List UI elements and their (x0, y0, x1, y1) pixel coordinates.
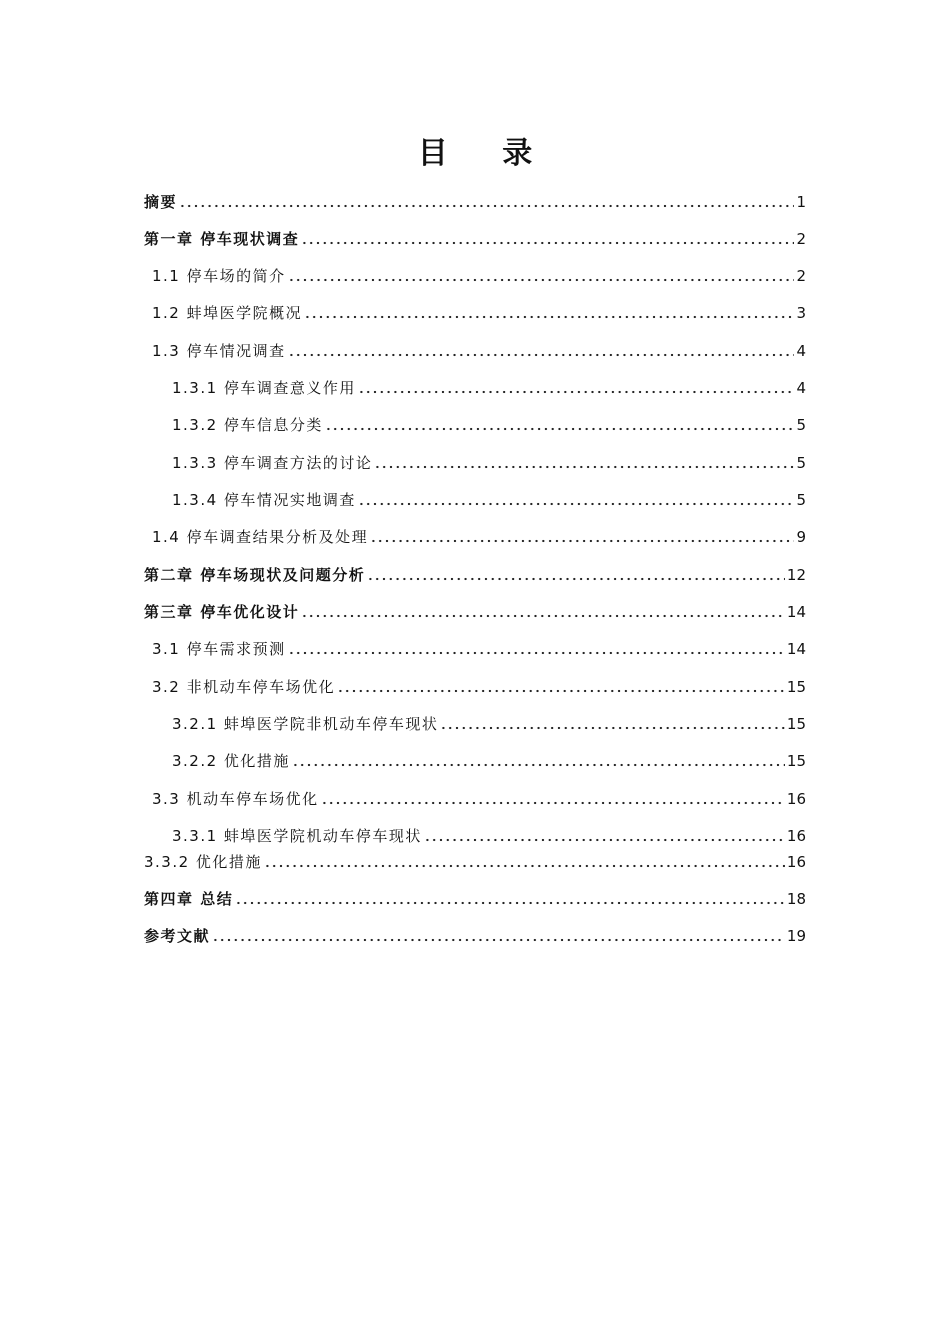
toc-entry[interactable] (144, 335, 806, 361)
toc-entry[interactable] (144, 633, 806, 659)
toc-entry-title: 摘要 (144, 193, 178, 211)
toc-entry-page-number: 2 (796, 230, 806, 248)
toc-entry[interactable] (144, 447, 806, 473)
toc-entry-title: 1.3.2 停车信息分类 (172, 416, 323, 434)
toc-entry-title: 3.3.2 优化措施 (144, 853, 262, 871)
toc-entry-page-number: 5 (796, 454, 806, 472)
toc-entry[interactable] (144, 745, 806, 771)
toc-entry-title: 第三章 停车优化设计 (144, 603, 300, 621)
toc-entry-page-number: 15 (786, 678, 806, 696)
dot-leader (288, 651, 785, 655)
toc-entry-title: 1.3.1 停车调查意义作用 (172, 379, 356, 397)
toc-entry-title: 1.2 蚌埠医学院概况 (152, 304, 303, 322)
toc-entry[interactable] (144, 186, 806, 212)
toc-entry-title: 1.3.4 停车情况实地调查 (172, 491, 356, 509)
toc-entry-page-number: 18 (786, 890, 806, 908)
toc-entry[interactable] (144, 883, 806, 909)
toc-entry[interactable] (144, 820, 806, 846)
dot-leader (212, 938, 785, 942)
dot-leader (235, 901, 785, 905)
toc-entry-page-number: 12 (786, 566, 806, 584)
toc-entry-title: 3.3 机动车停车场优化 (152, 790, 319, 808)
toc-entry[interactable] (144, 409, 806, 435)
toc-entry-title: 3.2 非机动车停车场优化 (152, 678, 336, 696)
dot-leader (440, 726, 784, 730)
toc-entry-page-number: 19 (786, 927, 806, 945)
toc-entry[interactable] (144, 559, 806, 585)
toc-entry-page-number: 3 (796, 304, 806, 322)
toc-entry-title: 第二章 停车场现状及问题分析 (144, 566, 366, 584)
toc-entry-page-number: 2 (796, 267, 806, 285)
dot-leader (301, 614, 785, 618)
toc-entry-page-number: 15 (786, 715, 806, 733)
dot-leader (288, 353, 795, 357)
toc-entry-page-number: 15 (786, 752, 806, 770)
toc-entry[interactable] (144, 920, 806, 946)
toc-entry-page-number: 14 (786, 640, 806, 658)
dot-leader (321, 801, 785, 805)
toc-entry-page-number: 5 (796, 416, 806, 434)
toc-entry-page-number: 4 (796, 342, 806, 360)
toc-entry-title: 3.3.1 蚌埠医学院机动车停车现状 (172, 827, 422, 845)
toc-entry[interactable] (144, 708, 806, 734)
toc-entry-title: 第一章 停车现状调查 (144, 230, 300, 248)
toc-entry-page-number: 4 (796, 379, 806, 397)
dot-leader (424, 838, 785, 842)
dot-leader (367, 577, 785, 581)
dot-leader (179, 204, 794, 208)
dot-leader (292, 763, 785, 767)
dot-leader (301, 241, 794, 245)
toc-entry-page-number: 16 (786, 790, 806, 808)
toc-entry-page-number: 14 (786, 603, 806, 621)
toc-entry[interactable] (144, 671, 806, 697)
dot-leader (370, 539, 794, 543)
dot-leader (358, 502, 795, 506)
toc-entry[interactable] (144, 596, 806, 622)
dot-leader (325, 427, 795, 431)
toc-entry-page-number: 9 (796, 528, 806, 546)
toc-entry-title: 3.2.1 蚌埠医学院非机动车停车现状 (172, 715, 439, 733)
toc-entry-page-number: 16 (786, 827, 806, 845)
toc-entry-title: 1.3 停车情况调查 (152, 342, 286, 360)
toc-entry-title: 1.1 停车场的简介 (152, 267, 286, 285)
toc-entry[interactable] (144, 223, 806, 249)
toc-entry-title: 第四章 总结 (144, 890, 234, 908)
toc-entry-page-number: 5 (796, 491, 806, 509)
dot-leader (337, 689, 785, 693)
toc-entry-page-number: 16 (786, 853, 806, 871)
toc-entry[interactable] (144, 297, 806, 323)
dot-leader (264, 864, 785, 868)
toc-title: 目 录 (417, 136, 555, 171)
toc-entry[interactable] (144, 521, 806, 547)
toc-entry[interactable] (144, 372, 806, 398)
toc-entry-title: 3.1 停车需求预测 (152, 640, 286, 658)
dot-leader (304, 315, 794, 319)
toc-entry-title: 3.2.2 优化措施 (172, 752, 290, 770)
dot-leader (374, 465, 794, 469)
toc-entry[interactable] (144, 846, 806, 872)
dot-leader (358, 390, 795, 394)
dot-leader (288, 278, 795, 282)
toc-entry[interactable] (144, 783, 806, 809)
toc-entry-page-number: 1 (796, 193, 806, 211)
toc-entry[interactable] (144, 484, 806, 510)
toc-entry-title: 参考文献 (144, 927, 211, 945)
toc-entry-title: 1.3.3 停车调查方法的讨论 (172, 454, 373, 472)
toc-entry[interactable] (144, 260, 806, 286)
toc-entry-title: 1.4 停车调查结果分析及处理 (152, 528, 369, 546)
